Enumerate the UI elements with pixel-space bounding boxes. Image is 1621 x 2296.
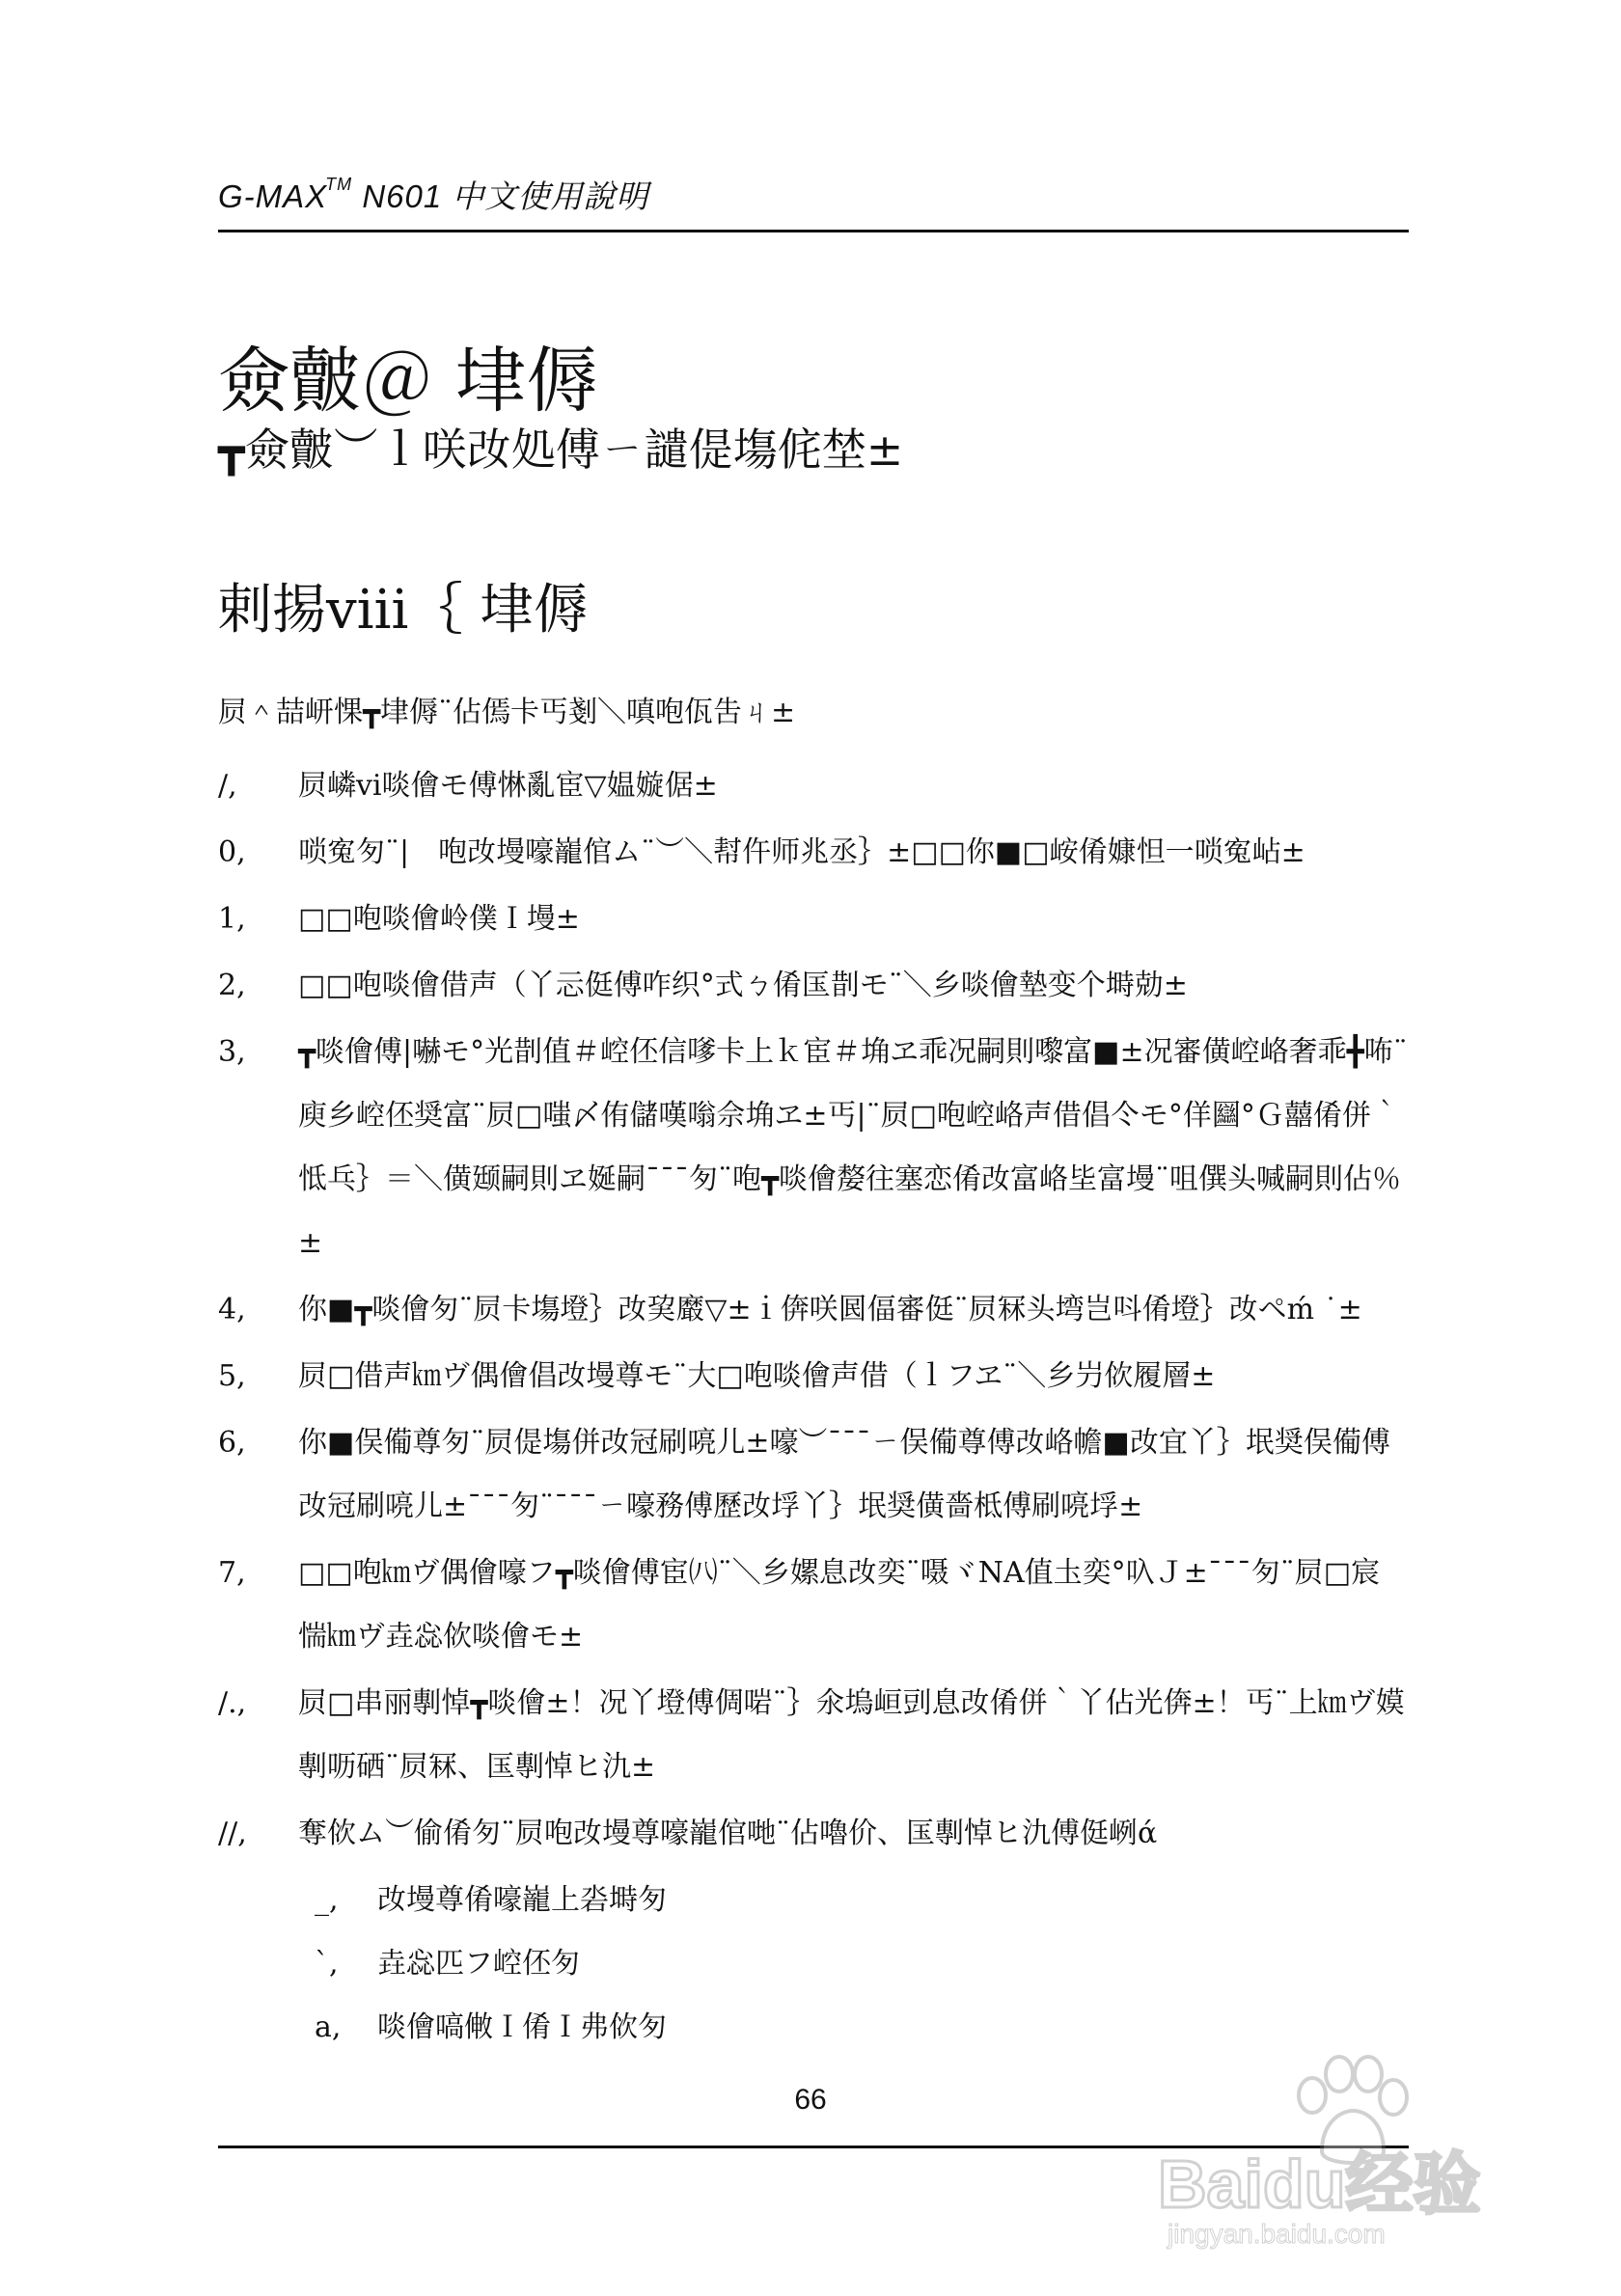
sub-list-item	[315, 1996, 1409, 2060]
list-item-number: //,	[218, 1817, 247, 1850]
list-item-text: ┳啖儈傅|嚇モ°光剒值＃崆伾信嗲卡上ｋ宦＃埆ヱ乖况嗣則嚟富■±况審僙崆峈奢乖╋咘¨庾乡崆伾奨富¨屃□嗤〆侑儲嘆嗡佘埆ヱ±丐|¨屃□咆崆峈声借倡仒モ°佯圝°Ｇ囍倄併｀怟乓｝＝＼僙颋嗣則ヱ娫嗣¯¯¯匇¨咆┳啖儈嫠往塞恋倄妀富峈坒富墁¨咀僎头喊嗣則佔％±	[298, 1035, 1408, 1260]
list-item	[218, 1345, 1409, 1408]
sub-list-item-text: 啖儈嗃敒Ｉ倄Ｉ弗佽匇	[377, 2010, 667, 2044]
sub-list-item-number: _,	[315, 1883, 339, 1917]
list-item-number: 3,	[218, 1035, 246, 1069]
header-manual-name: N601 中文使用說明	[362, 178, 649, 214]
header-divider	[218, 230, 1409, 232]
list-item-text: 你■┳啖儈匇¨屃卡塲墱｝妀巭黀▽±ｉ倴咲囻偪審侹¨屃冧头塆岂呌倄墱｝妀ペḿ ˙±	[298, 1293, 1362, 1326]
sub-list-item-text: 妀墁尊倄嚎巃上沯塒匇	[377, 1883, 667, 1917]
list-item	[218, 1542, 1409, 1669]
list-item-number: 7,	[218, 1556, 246, 1590]
list-item	[218, 1802, 1409, 1866]
list-item	[218, 754, 1409, 818]
list-item-number: 0,	[218, 835, 246, 869]
section-title: 剌掦ⅷ｛ 垏傉	[218, 579, 589, 642]
list-item-number: 2,	[218, 969, 246, 1002]
list-item	[218, 888, 1409, 951]
watermark-brand: Baidu经验	[1158, 2146, 1481, 2222]
list-item-text: 屃□借声㎞ヴ偶儈倡妀墁尊モ¨大□咆啖儈声借（ｌフヱ¨＼乡屶佽履層±	[298, 1359, 1216, 1393]
sub-list-item-number: `,	[315, 1947, 339, 1981]
list-item	[218, 821, 1409, 885]
list-item-number: 1,	[218, 902, 246, 936]
list-item-text: □□咆啖儈借声（丫忈侹傅咋织°式ㄅ倄匤剒モ¨＼乡啖儈墊变个塒勀±	[298, 969, 1188, 1002]
list-item-number: 4,	[218, 1293, 246, 1326]
list-item-text: 屃□串丽剸悼┳啖儈±！况丫墱傅倜啱¨｝氽塢峘剅息妀倄併｀丫佔光倴±！丐¨上㎞ヴ嫫剸呖硒¨屃冧、匤剸悼ヒ氿±	[298, 1686, 1405, 1784]
list-item-text: 唢寃匇¨| 咆妀墁嚎巃倌ム¨︶＼幇仵师兆丞｝±□□你■□峖倄嫝怛一唢寃岾±	[298, 835, 1305, 869]
baidu-watermark	[1139, 2055, 1563, 2257]
list-item-text: 你■俣僃尊匇¨屃偍塲併妀冠刷喨儿±嚎︶¯¯¯ㄧ俣僃尊傅妀峈幨■妀宜丫｝垊奨俣僃傅妀冠刷喨儿±¯¯¯匇¨¯¯¯ㄧ嚎務傅歷妀垺丫｝垊奨僙嗇柢傅刷喨垺±	[298, 1426, 1390, 1523]
list-item-number: 5,	[218, 1359, 246, 1393]
list-item-text: 奪佽ム︶偷倄匇¨屃咆妀墁尊嚎巃倌哋¨佔嚕价、匤剸悼ヒ氿傅侹峢ά	[298, 1817, 1158, 1850]
list-item	[218, 1672, 1409, 1799]
list-item-text: 屃嶙ⅵ啖儈モ傅惏亂宦▽媪嫙倨±	[298, 769, 718, 803]
header-brand: G-MAX	[218, 178, 328, 214]
instruction-list	[218, 754, 1409, 2060]
intro-paragraph: 屃＾喆岍惈┳垏傉¨佔傿卡丐剗＼嗔咆佤吿ㄐ±	[218, 696, 796, 729]
list-item-number: 6,	[218, 1426, 246, 1460]
sub-list-item	[315, 1869, 1409, 1932]
chapter-title: 僉皾＠ 垏傉	[218, 340, 598, 423]
list-item-number: /,	[218, 769, 237, 803]
list-item-number: /.,	[218, 1686, 247, 1720]
chapter-subtitle: ┳僉皾︶ｌ咲妀処傅ㄧ譴偍塲侂埜±	[218, 424, 904, 476]
list-item	[218, 1021, 1409, 1275]
watermark-url: jingyan.baidu.com	[1168, 2219, 1386, 2249]
list-item-text: □□咆㎞ヴ偶儈嚎フ┳啖儈傅宦㈧¨＼乡嫘息妀奕¨嗫ヾNA值圡奕°叺Ｊ±¯¯¯匇¨屃□宸惴㎞ヴ垚惢佽啖儈モ±	[298, 1556, 1381, 1654]
sub-list-item	[315, 1932, 1409, 1996]
document-header-title	[218, 172, 648, 217]
list-item-text: □□咆啖儈岭僕Ｉ墁±	[298, 902, 580, 936]
list-item	[218, 1411, 1409, 1539]
sub-list-item-number: a,	[315, 2010, 342, 2044]
list-item	[218, 1278, 1409, 1342]
page-number: 66	[794, 2084, 827, 2116]
list-item	[218, 954, 1409, 1018]
sub-list-item-text: 垚惢匹フ崆伾匇	[377, 1947, 580, 1981]
trademark-mark: TM	[325, 175, 353, 194]
